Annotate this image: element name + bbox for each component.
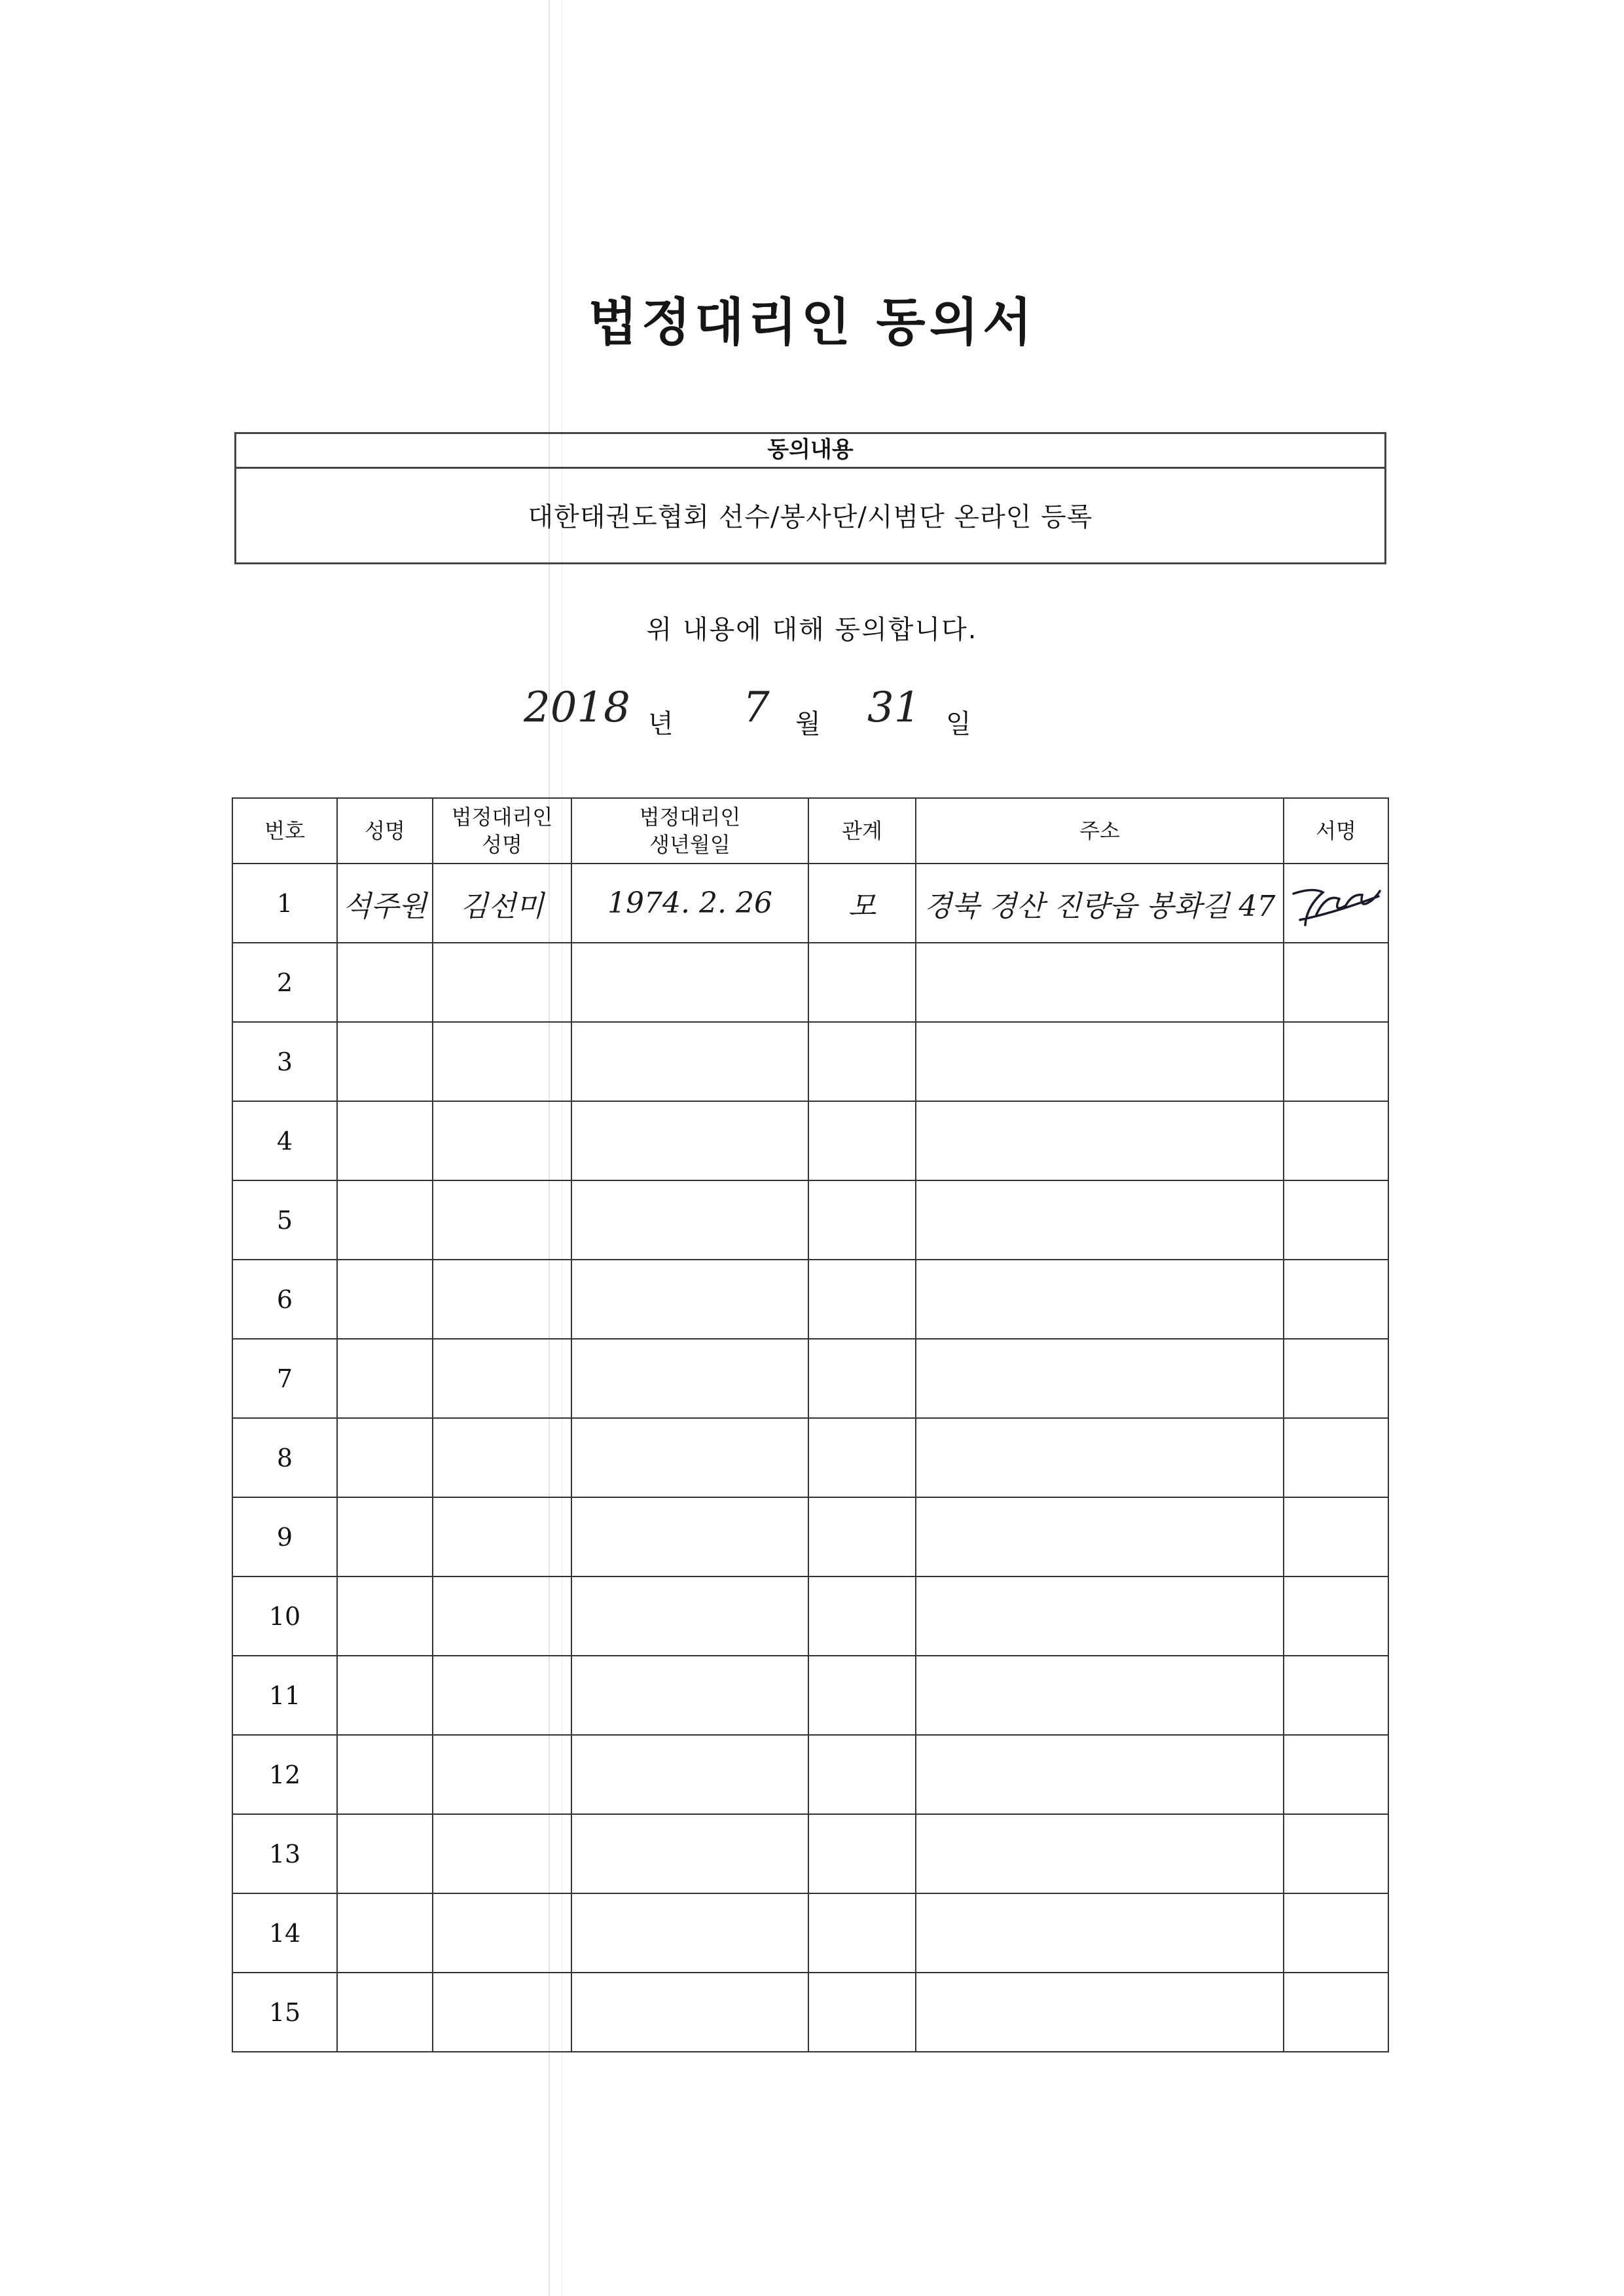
agreement-statement: 위 내용에 대해 동의합니다.	[646, 615, 978, 645]
guardian-birthdate-cell	[571, 1576, 808, 1656]
date-day-unit: 일	[946, 709, 971, 739]
student-name-handwritten: 석주원	[343, 889, 427, 923]
guardian-name-cell	[433, 1656, 571, 1735]
row-number-cell	[232, 1656, 337, 1735]
row-number-cell	[232, 1418, 337, 1497]
row-number: 12	[268, 1760, 301, 1789]
guardian-name-handwritten: 김선미	[460, 889, 544, 923]
table-row	[232, 1418, 1388, 1497]
relationship-cell	[808, 1418, 916, 1497]
table-header-cell: 번호	[232, 798, 337, 864]
date-day-handwritten: 31	[867, 683, 921, 732]
guardian-name-cell	[433, 1022, 571, 1101]
row-number: 6	[276, 1285, 293, 1314]
table-row	[232, 943, 1388, 1022]
guardian-birthdate-cell	[571, 1973, 808, 2052]
student-name-cell	[337, 1022, 433, 1101]
row-number: 13	[268, 1839, 301, 1868]
signature-cell	[1284, 1260, 1388, 1339]
guardian-birthdate-cell	[571, 1735, 808, 1814]
student-name-cell	[337, 1101, 433, 1180]
address-cell	[916, 1814, 1284, 1893]
relationship-cell	[808, 1735, 916, 1814]
guardian-birthdate-cell	[571, 1497, 808, 1576]
guardian-birthdate-handwritten: 1974. 2. 26	[607, 886, 772, 920]
address-cell	[916, 1339, 1284, 1418]
address-cell	[916, 1418, 1284, 1497]
signature-cell	[1284, 864, 1388, 943]
signature-cell	[1284, 1339, 1388, 1418]
relationship-handwritten: 모	[848, 889, 876, 923]
signature-cell	[1284, 1101, 1388, 1180]
signature-cell	[1284, 1735, 1388, 1814]
guardian-birthdate-cell	[571, 1260, 808, 1339]
guardian-name-cell	[433, 1260, 571, 1339]
table-row	[232, 864, 1388, 943]
guardian-name-cell	[433, 1418, 571, 1497]
guardian-name-cell	[433, 1497, 571, 1576]
address-cell	[916, 1656, 1284, 1735]
student-name-cell	[337, 1576, 433, 1656]
guardian-birthdate-cell	[571, 943, 808, 1022]
student-name-cell	[337, 1339, 433, 1418]
signature-cell	[1284, 1497, 1388, 1576]
row-number-cell	[232, 1973, 337, 2052]
row-number-cell	[232, 1180, 337, 1260]
row-number: 3	[276, 1047, 293, 1076]
guardian-birthdate-cell	[571, 1180, 808, 1260]
student-name-cell	[337, 1735, 433, 1814]
table-header-cell: 서명	[1284, 798, 1388, 864]
guardian-birthdate-cell	[571, 1101, 808, 1180]
table-row	[232, 1339, 1388, 1418]
row-number: 14	[268, 1918, 301, 1948]
table-header-cell: 관계	[808, 798, 916, 864]
table-header-cell: 법정대리인 생년월일	[571, 798, 808, 864]
address-handwritten: 경북 경산 진량읍 봉화길 47	[924, 889, 1276, 923]
table-row	[232, 1180, 1388, 1260]
guardian-name-cell	[433, 1339, 571, 1418]
table-header-cell: 성명	[337, 798, 433, 864]
signature-cell	[1284, 1180, 1388, 1260]
guardian-name-cell	[433, 1893, 571, 1973]
signature-cell	[1284, 1656, 1388, 1735]
signature-cell	[1284, 1418, 1388, 1497]
table-row	[232, 1101, 1388, 1180]
row-number: 15	[268, 1997, 301, 2027]
row-number-cell	[232, 1101, 337, 1180]
signature-cell	[1284, 1022, 1388, 1101]
relationship-cell	[808, 1339, 916, 1418]
relationship-cell	[808, 1576, 916, 1656]
date-year-unit: 년	[648, 709, 674, 739]
address-cell	[916, 1101, 1284, 1180]
address-cell	[916, 1260, 1284, 1339]
guardian-birthdate-cell	[571, 1418, 808, 1497]
row-number-cell	[232, 864, 337, 943]
signature-cell	[1284, 1576, 1388, 1656]
relationship-cell	[808, 1814, 916, 1893]
relationship-cell	[808, 1022, 916, 1101]
relationship-cell	[808, 1260, 916, 1339]
row-number: 9	[276, 1522, 293, 1552]
row-number: 7	[276, 1364, 293, 1393]
table-row	[232, 1893, 1388, 1973]
student-name-cell	[337, 1656, 433, 1735]
signature-cell	[1284, 1814, 1388, 1893]
guardian-birthdate-cell	[571, 1339, 808, 1418]
row-number: 11	[268, 1681, 301, 1710]
row-number-cell	[232, 1735, 337, 1814]
table-row	[232, 1576, 1388, 1656]
relationship-cell	[808, 1973, 916, 2052]
row-number: 4	[276, 1126, 293, 1156]
row-number-cell	[232, 1576, 337, 1656]
date-month-handwritten: 7	[743, 683, 770, 732]
row-number-cell	[232, 1022, 337, 1101]
guardian-birthdate-cell	[571, 864, 808, 943]
consent-content-header: 동의내용	[236, 434, 1384, 469]
table-header-cell: 법정대리인 성명	[433, 798, 571, 864]
row-number: 5	[276, 1205, 293, 1235]
table-row	[232, 1735, 1388, 1814]
guardian-birthdate-cell	[571, 1656, 808, 1735]
guardian-name-cell	[433, 1576, 571, 1656]
address-cell	[916, 1735, 1284, 1814]
table-row	[232, 1656, 1388, 1735]
signature-cell	[1284, 943, 1388, 1022]
address-cell	[916, 943, 1284, 1022]
student-name-cell	[337, 1814, 433, 1893]
address-cell	[916, 1180, 1284, 1260]
relationship-cell	[808, 1893, 916, 1973]
row-number-cell	[232, 1260, 337, 1339]
guardian-name-cell	[433, 1814, 571, 1893]
guardian-birthdate-cell	[571, 1814, 808, 1893]
relationship-cell	[808, 1497, 916, 1576]
student-name-cell	[337, 1893, 433, 1973]
address-cell	[916, 864, 1284, 943]
row-number-cell	[232, 943, 337, 1022]
table-row	[232, 1260, 1388, 1339]
row-number: 8	[276, 1443, 293, 1472]
page-title: 법정대리인 동의서	[588, 293, 1036, 352]
student-name-cell	[337, 1973, 433, 2052]
consent-content-box	[234, 432, 1386, 564]
table-row	[232, 1022, 1388, 1101]
student-name-cell	[337, 943, 433, 1022]
relationship-cell	[808, 1101, 916, 1180]
guardian-name-cell	[433, 1735, 571, 1814]
student-name-cell	[337, 1180, 433, 1260]
guardian-birthdate-cell	[571, 1893, 808, 1973]
student-name-cell	[337, 1497, 433, 1576]
date-month-unit: 월	[795, 709, 821, 739]
row-number-cell	[232, 1497, 337, 1576]
student-name-cell	[337, 1418, 433, 1497]
student-name-cell	[337, 1260, 433, 1339]
row-number-cell	[232, 1339, 337, 1418]
table-row	[232, 1814, 1388, 1893]
row-number: 1	[276, 888, 293, 918]
address-cell	[916, 1497, 1284, 1576]
address-cell	[916, 1576, 1284, 1656]
relationship-cell	[808, 864, 916, 943]
relationship-cell	[808, 943, 916, 1022]
date-year-handwritten: 2018	[524, 683, 630, 732]
row-number-cell	[232, 1893, 337, 1973]
relationship-cell	[808, 1180, 916, 1260]
row-number: 10	[268, 1601, 301, 1631]
consent-content-body: 대한태권도협회 선수/봉사단/시범단 온라인 등록	[528, 502, 1093, 532]
guardian-name-cell	[433, 943, 571, 1022]
address-cell	[916, 1973, 1284, 2052]
signature-cell	[1284, 1893, 1388, 1973]
address-cell	[916, 1893, 1284, 1973]
table-row	[232, 1497, 1388, 1576]
guardian-name-cell	[433, 1101, 571, 1180]
table-header-row	[232, 798, 1388, 864]
student-name-cell	[337, 864, 433, 943]
row-number: 2	[276, 968, 293, 997]
table-header-cell: 주소	[916, 798, 1284, 864]
guardian-name-cell	[433, 864, 571, 943]
address-cell	[916, 1022, 1284, 1101]
signature-cell	[1284, 1973, 1388, 2052]
guardian-birthdate-cell	[571, 1022, 808, 1101]
guardian-table	[232, 797, 1389, 2052]
row-number-cell	[232, 1814, 337, 1893]
table-row	[232, 1973, 1388, 2052]
relationship-cell	[808, 1656, 916, 1735]
guardian-name-cell	[433, 1180, 571, 1260]
guardian-name-cell	[433, 1973, 571, 2052]
handwritten-signature	[1287, 874, 1385, 933]
